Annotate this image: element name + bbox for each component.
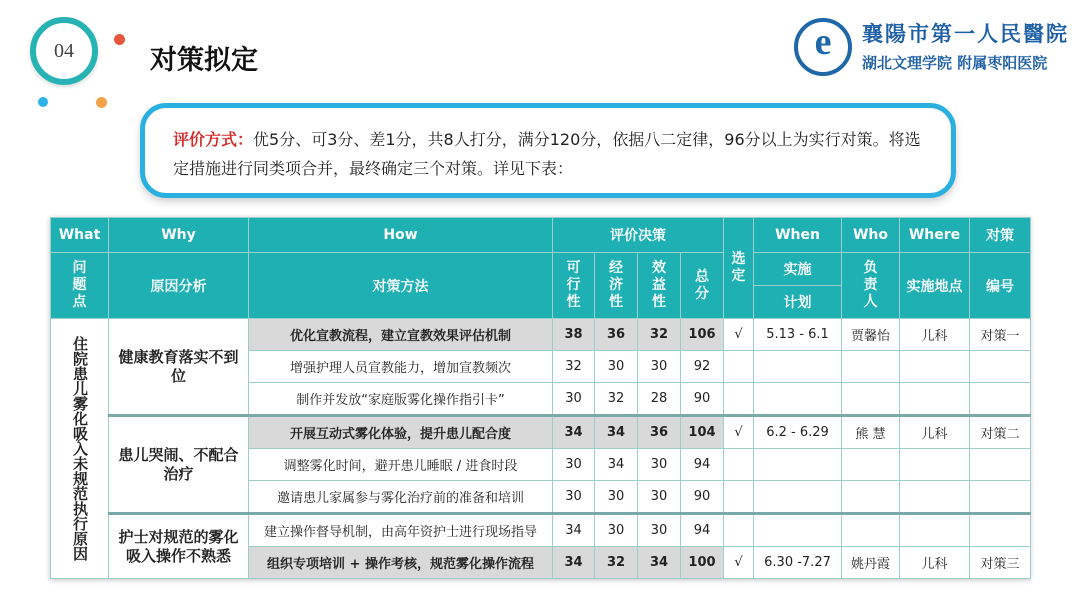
cause-cell: 健康教育落实不到位 [109, 319, 249, 416]
method-cell: 增强护理人员宣教能力，增加宣教频次 [249, 351, 553, 383]
owner-cell [842, 383, 900, 416]
location-cell: 儿科 [900, 547, 970, 579]
number-cell: 对策三 [970, 547, 1031, 579]
method-cell: 建立操作督导机制，由高年资护士进行现场指导 [249, 514, 553, 547]
table-row [51, 319, 1031, 351]
total-cell: 104 [681, 416, 724, 449]
header-problem: 问 题 点 [51, 253, 109, 319]
economy-cell: 32 [595, 547, 638, 579]
economy-cell: 36 [595, 319, 638, 351]
owner-cell: 姚丹霞 [842, 547, 900, 579]
number-cell [970, 351, 1031, 383]
benefit-cell: 30 [638, 449, 681, 481]
plan-cell: 6.30 -7.27 [754, 547, 842, 579]
table-row [51, 416, 1031, 449]
owner-cell [842, 449, 900, 481]
number-cell: 对策一 [970, 319, 1031, 351]
method-cell: 制作并发放“家庭版雾化操作指引卡” [249, 383, 553, 416]
hospital-logo [786, 12, 1069, 82]
feasibility-cell: 30 [553, 449, 595, 481]
feasibility-cell: 34 [553, 514, 595, 547]
feasibility-cell: 38 [553, 319, 595, 351]
location-cell [900, 383, 970, 416]
location-cell [900, 481, 970, 514]
header-when: When [754, 218, 842, 253]
countermeasure-table [50, 217, 1031, 579]
header-implement: 实施 [754, 253, 842, 286]
owner-cell [842, 514, 900, 547]
total-cell: 106 [681, 319, 724, 351]
header-total: 总 分 [681, 253, 724, 319]
number-cell [970, 514, 1031, 547]
feasibility-cell: 32 [553, 351, 595, 383]
decorative-dot-blue [38, 97, 48, 107]
selected-cell [724, 383, 754, 416]
header-benefit: 效 益 性 [638, 253, 681, 319]
plan-cell [754, 383, 842, 416]
benefit-cell: 30 [638, 351, 681, 383]
plan-cell [754, 449, 842, 481]
location-cell [900, 449, 970, 481]
header-plan: 计划 [754, 286, 842, 319]
economy-cell: 30 [595, 514, 638, 547]
header-where: Where [900, 218, 970, 253]
evaluation-method-box [140, 103, 956, 198]
number-cell: 对策二 [970, 416, 1031, 449]
method-cell: 邀请患儿家属参与雾化治疗前的准备和培训 [249, 481, 553, 514]
owner-cell: 贾馨怡 [842, 319, 900, 351]
benefit-cell: 34 [638, 547, 681, 579]
plan-cell: 6.2 - 6.29 [754, 416, 842, 449]
header-what: What [51, 218, 109, 253]
benefit-cell: 36 [638, 416, 681, 449]
hospital-emblem-icon [794, 18, 852, 76]
header-measure: 对策 [970, 218, 1031, 253]
location-cell: 儿科 [900, 319, 970, 351]
location-cell [900, 514, 970, 547]
selected-cell [724, 481, 754, 514]
decorative-dot-red [114, 34, 125, 45]
total-cell: 94 [681, 514, 724, 547]
countermeasure-table-body [51, 319, 1031, 579]
cause-cell: 护士对规范的雾化吸入操作不熟悉 [109, 514, 249, 579]
header-feasibility: 可 行 性 [553, 253, 595, 319]
feasibility-cell: 30 [553, 481, 595, 514]
economy-cell: 34 [595, 449, 638, 481]
method-cell: 优化宣教流程，建立宣教效果评估机制 [249, 319, 553, 351]
header-owner: 负 责 人 [842, 253, 900, 319]
location-cell [900, 351, 970, 383]
economy-cell: 30 [595, 351, 638, 383]
owner-cell [842, 481, 900, 514]
feasibility-cell: 34 [553, 416, 595, 449]
benefit-cell: 28 [638, 383, 681, 416]
header-location: 实施地点 [900, 253, 970, 319]
header-cause: 原因分析 [109, 253, 249, 319]
economy-cell: 34 [595, 416, 638, 449]
header-how: How [249, 218, 553, 253]
header-why: Why [109, 218, 249, 253]
selected-cell: √ [724, 319, 754, 351]
location-cell: 儿科 [900, 416, 970, 449]
plan-cell [754, 351, 842, 383]
header-who: Who [842, 218, 900, 253]
header-economy: 经 济 性 [595, 253, 638, 319]
benefit-cell: 30 [638, 481, 681, 514]
owner-cell [842, 351, 900, 383]
number-cell [970, 383, 1031, 416]
selected-cell [724, 449, 754, 481]
section-number-badge: 04 [30, 17, 98, 85]
feasibility-cell: 34 [553, 547, 595, 579]
table-row [51, 514, 1031, 547]
number-cell [970, 449, 1031, 481]
economy-cell: 30 [595, 481, 638, 514]
hospital-name: 襄陽市第一人民醫院 [862, 21, 1069, 46]
page-title: 对策拟定 [150, 45, 258, 76]
selected-cell: √ [724, 416, 754, 449]
feasibility-cell: 30 [553, 383, 595, 416]
countermeasure-table-wrapper [50, 217, 1030, 579]
header-number: 编号 [970, 253, 1031, 319]
owner-cell: 熊 慧 [842, 416, 900, 449]
number-cell [970, 481, 1031, 514]
evaluation-method-label: 评价方式： [173, 130, 254, 149]
decorative-dot-orange [96, 97, 107, 108]
plan-cell: 5.13 - 6.1 [754, 319, 842, 351]
total-cell: 90 [681, 383, 724, 416]
selected-cell [724, 351, 754, 383]
total-cell: 90 [681, 481, 724, 514]
cause-cell: 患儿哭闹、不配合治疗 [109, 416, 249, 514]
evaluation-method-text: 优5分、可3分、差1分，共8人打分，满分120分，依据八二定律，96分以上为实行对策。将选定措施进行同类项合并，最终确定三个对策。详见下表： [173, 130, 921, 178]
total-cell: 100 [681, 547, 724, 579]
header-evaluation: 评价决策 [553, 218, 724, 253]
benefit-cell: 30 [638, 514, 681, 547]
header-method: 对策方法 [249, 253, 553, 319]
benefit-cell: 32 [638, 319, 681, 351]
selected-cell [724, 514, 754, 547]
economy-cell: 32 [595, 383, 638, 416]
plan-cell [754, 481, 842, 514]
plan-cell [754, 514, 842, 547]
selected-cell: √ [724, 547, 754, 579]
hospital-affiliation: 湖北文理学院 附属枣阳医院 [862, 54, 1048, 72]
header-selected: 选 定 [724, 218, 754, 319]
problem-cell: 住院患儿雾化吸入未规范执行原因 [51, 319, 109, 579]
method-cell: 开展互动式雾化体验，提升患儿配合度 [249, 416, 553, 449]
method-cell: 调整雾化时间，避开患儿睡眠 / 进食时段 [249, 449, 553, 481]
method-cell: 组织专项培训 + 操作考核，规范雾化操作流程 [249, 547, 553, 579]
total-cell: 94 [681, 449, 724, 481]
total-cell: 92 [681, 351, 724, 383]
